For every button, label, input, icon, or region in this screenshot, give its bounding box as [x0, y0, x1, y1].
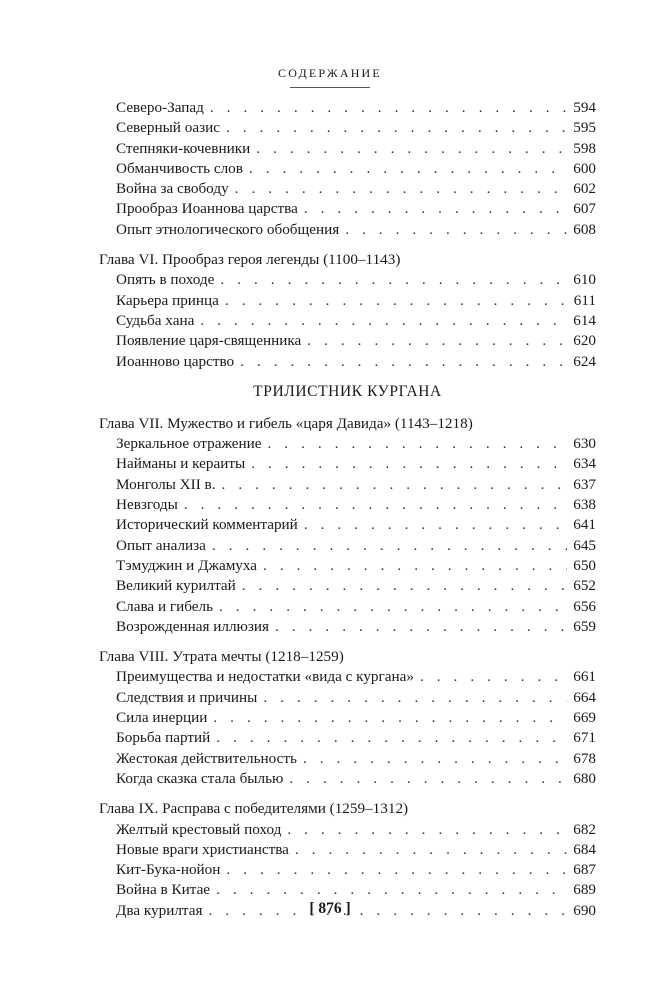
- toc-entry[interactable]: Монголы XII в. . . . 637: [99, 475, 596, 495]
- dot-leader: [235, 179, 568, 199]
- dot-leader: [210, 98, 567, 118]
- dot-leader: [304, 199, 567, 219]
- toc-entry[interactable]: Война в Китае . . . 689: [99, 880, 596, 900]
- toc-entry[interactable]: Борьба партий . . . 671: [99, 728, 596, 748]
- dot-leader: [263, 556, 567, 576]
- dot-leader: [289, 769, 567, 789]
- toc-entry[interactable]: Тэмуджин и Джамуха . . . 650: [99, 556, 596, 576]
- toc-entry[interactable]: Северный оазис . . . 595: [99, 118, 596, 138]
- dot-leader: [200, 311, 567, 331]
- dot-leader: [251, 454, 567, 474]
- toc-entry[interactable]: Преимущества и недостатки «вида с кургана» . . . 661: [99, 667, 596, 687]
- toc-chapter-7: [99, 414, 596, 637]
- toc-entry[interactable]: Появление царя-священника . . . 620: [99, 331, 596, 351]
- toc-entry[interactable]: Степняки-кочевники . . . 598: [99, 139, 596, 159]
- chapter-title[interactable]: Глава VI. Прообраз героя легенды (1100–1143): [99, 251, 401, 269]
- dot-leader: [287, 820, 567, 840]
- dot-leader: [212, 536, 567, 556]
- toc-entry[interactable]: Жестокая действительность . . . 678: [99, 749, 596, 769]
- toc-entry[interactable]: Опять в походе . . . 610: [99, 270, 596, 290]
- dot-leader: [216, 728, 567, 748]
- toc-chapter-6: [99, 250, 596, 372]
- dot-leader: [345, 220, 567, 240]
- chapter-title[interactable]: Глава IX. Расправа с победителями (1259–1312): [99, 800, 409, 818]
- table-of-contents: [99, 98, 596, 921]
- toc-entry[interactable]: Северо-Запад . . . 594: [99, 98, 596, 118]
- chapter-title[interactable]: Глава VIII. Утрата мечты (1218–1259): [99, 648, 344, 666]
- dot-leader: [184, 495, 567, 515]
- toc-entry[interactable]: Сила инерции . . . 669: [99, 708, 596, 728]
- dot-leader: [295, 840, 567, 860]
- toc-entry[interactable]: Обманчивость слов . . . 600: [99, 159, 596, 179]
- dot-leader: [304, 515, 567, 535]
- toc-entry[interactable]: Исторический комментарий . . . 641: [99, 515, 596, 535]
- toc-entry[interactable]: Когда сказка стала былью . . . 680: [99, 769, 596, 789]
- dot-leader: [219, 597, 567, 617]
- toc-entry[interactable]: Найманы и кераиты . . . 634: [99, 454, 596, 474]
- dot-leader: [213, 708, 567, 728]
- toc-entry[interactable]: Война за свободу . . . 602: [99, 179, 596, 199]
- chapter-title[interactable]: Глава VII. Мужество и гибель «царя Давида» (1143–1218): [99, 414, 473, 432]
- toc-entry[interactable]: Два курилтая . . . 690: [99, 901, 596, 921]
- dot-leader: [256, 139, 567, 159]
- toc-entry[interactable]: Кит-Бука-нойон . . . 687: [99, 860, 596, 880]
- dot-leader: [225, 291, 568, 311]
- toc-entry[interactable]: Опыт этнологического обобщения . . . 608: [99, 220, 596, 240]
- dot-leader: [303, 749, 567, 769]
- toc-entry[interactable]: Новые враги христианства . . . 684: [99, 840, 596, 860]
- part-title[interactable]: ТРИЛИСТНИК КУРГАНА: [253, 382, 442, 400]
- toc-entry[interactable]: Слава и гибель . . . 656: [99, 597, 596, 617]
- toc-entry[interactable]: Судьба хана . . . 614: [99, 311, 596, 331]
- toc-entry[interactable]: Карьера принца . . . 611: [99, 291, 596, 311]
- dot-leader: [307, 331, 567, 351]
- dot-leader: [220, 270, 567, 290]
- toc-section-top: [99, 98, 596, 240]
- toc-entry[interactable]: Возрожденная иллюзия . . . 659: [99, 617, 596, 637]
- dot-leader: [275, 617, 567, 637]
- toc-entry[interactable]: Прообраз Иоаннова царства . . . 607: [99, 199, 596, 219]
- toc-entry[interactable]: Иоанново царство . . . 624: [99, 352, 596, 372]
- running-head: СОДЕРЖАНИЕ: [278, 66, 382, 80]
- dot-leader: [226, 860, 567, 880]
- dot-leader: [240, 352, 567, 372]
- dot-leader: [263, 688, 567, 708]
- toc-entry[interactable]: Желтый крестовый поход . . . 682: [99, 820, 596, 840]
- dot-leader: [249, 159, 567, 179]
- header-rule: [290, 87, 370, 88]
- toc-entry[interactable]: Опыт анализа . . . 645: [99, 536, 596, 556]
- page-number: [ 876 ]: [309, 900, 351, 917]
- dot-leader: [222, 475, 568, 495]
- dot-leader: [268, 434, 568, 454]
- toc-entry[interactable]: Великий курилтай . . . 652: [99, 576, 596, 596]
- toc-chapter-8: [99, 647, 596, 789]
- toc-entry[interactable]: Зеркальное отражение . . . 630: [99, 434, 596, 454]
- dot-leader: [216, 880, 567, 900]
- dot-leader: [242, 576, 567, 596]
- toc-entry[interactable]: Невзгоды . . . 638: [99, 495, 596, 515]
- dot-leader: [226, 118, 567, 138]
- toc-entry[interactable]: Следствия и причины . . . 664: [99, 688, 596, 708]
- dot-leader: [420, 667, 567, 687]
